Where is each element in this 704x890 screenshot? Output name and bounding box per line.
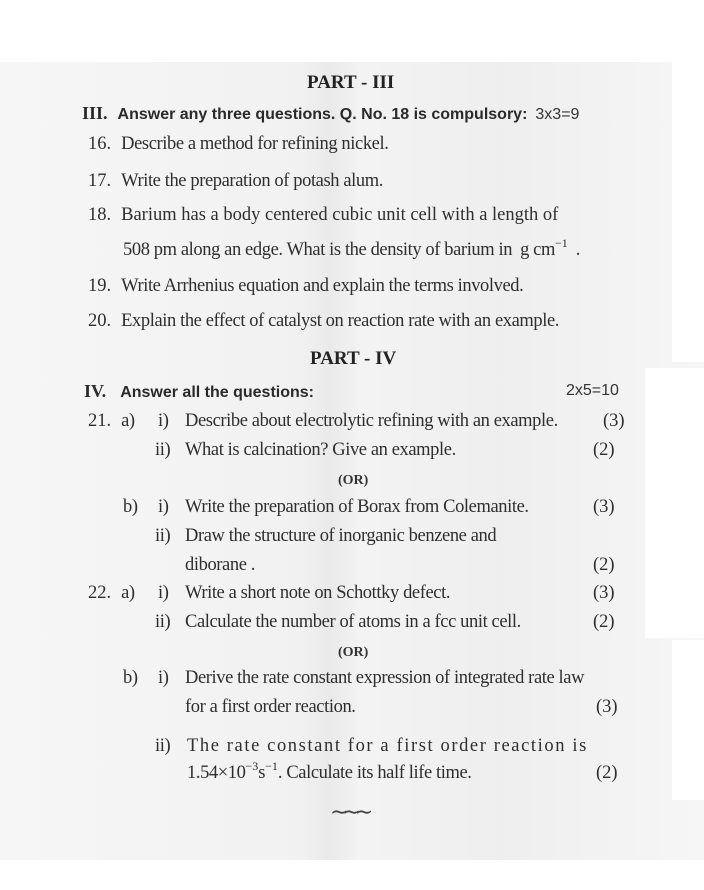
part-4-title: PART - IV <box>310 348 397 369</box>
question-number: 19. <box>88 276 112 296</box>
question-marks: (2) <box>596 763 618 783</box>
or-separator: (OR) <box>338 473 369 488</box>
sub-question-label: i) <box>158 668 169 688</box>
question-20 <box>88 311 559 332</box>
question-text: Write Arrhenius equation and explain the terms involved. <box>121 276 524 296</box>
question-text: Derive the rate constant expression of integrated rate law <box>185 668 585 688</box>
question-marks: (3) <box>603 411 625 431</box>
question-text: . Calculate its half life time. <box>277 763 472 783</box>
question-number: 20. <box>88 311 112 331</box>
section-roman-numeral: IV. <box>84 381 107 401</box>
question-text: diborane . <box>185 555 255 575</box>
question-marks: (3) <box>593 497 615 517</box>
question-number: 16. <box>88 134 112 154</box>
sub-question-label: ii) <box>155 526 171 546</box>
page-margin-right <box>672 62 704 362</box>
rate-constant-value: 1.54×10 <box>187 763 246 783</box>
question-number: 22. <box>88 583 112 603</box>
or-separator: (OR) <box>338 645 369 660</box>
part-3-instruction-row <box>82 103 579 124</box>
question-text: Describe about electrolytic refining with an example. <box>185 411 558 431</box>
question-text: for a first order reaction. <box>185 697 356 717</box>
question-marks: (3) <box>593 583 615 603</box>
question-text: Explain the effect of catalyst on reaction rate with an example. <box>121 311 560 331</box>
question-marks: (2) <box>593 440 615 460</box>
page-margin-top <box>0 0 704 62</box>
question-text: Write the preparation of potash alum. <box>121 171 383 191</box>
question-text: Calculate the number of atoms in a fcc unit cell. <box>185 612 521 632</box>
section-marks: 2x5=10 <box>566 382 619 399</box>
question-text: 508 pm along an edge. What is the density of barium in <box>123 240 513 260</box>
question-22-a-i <box>88 583 135 604</box>
section-marks: 3x3=9 <box>535 106 580 123</box>
question-text: The rate constant for a first order reaction is <box>187 736 588 756</box>
question-19 <box>88 276 523 297</box>
unit-exponent: −1 <box>265 759 278 773</box>
page-margin-bottom <box>0 860 704 890</box>
end-of-paper-mark: ∼∼∼ <box>330 799 368 824</box>
question-number: 17. <box>88 171 112 191</box>
option-label: b) <box>123 668 138 688</box>
part-4-instruction-row <box>84 381 314 402</box>
question-marks: (2) <box>593 555 615 575</box>
section-instruction: Answer any three questions. Q. No. 18 is compulsory: <box>117 106 528 123</box>
sub-question-label: ii) <box>155 736 171 756</box>
section-instruction: Answer all the questions: <box>120 384 314 401</box>
option-label: a) <box>121 411 135 431</box>
question-text: Draw the structure of inorganic benzene and <box>185 526 497 546</box>
question-marks: (3) <box>596 697 618 717</box>
unit-exponent: −1 <box>554 236 568 250</box>
question-17 <box>88 171 383 192</box>
sub-question-label: i) <box>158 497 169 517</box>
question-marks: (2) <box>593 612 615 632</box>
section-roman-numeral: III. <box>82 103 108 123</box>
exponent: −3 <box>245 759 259 773</box>
sub-question-label: i) <box>158 583 169 603</box>
sub-question-label: ii) <box>155 440 171 460</box>
question-18-line2 <box>123 236 580 261</box>
option-label: a) <box>121 583 135 603</box>
question-text: Barium has a body centered cubic unit cell with a length of <box>121 205 559 225</box>
page-margin-right <box>672 640 704 800</box>
sub-question-label: ii) <box>155 612 171 632</box>
question-18 <box>88 205 558 226</box>
period: . <box>575 240 580 260</box>
unit-text: g cm <box>520 240 555 260</box>
option-label: b) <box>123 497 138 517</box>
question-22-b-ii-line2 <box>187 759 472 784</box>
question-16 <box>88 134 388 155</box>
question-text: Describe a method for refining nickel. <box>121 134 389 154</box>
question-text: What is calcination? Give an example. <box>185 440 456 460</box>
page-margin-right <box>645 368 704 638</box>
part-3-title: PART - III <box>307 72 395 93</box>
question-number: 18. <box>88 205 112 225</box>
sub-question-label: i) <box>158 411 169 431</box>
question-text: Write a short note on Schottky defect. <box>185 583 451 603</box>
question-number: 21. <box>88 411 112 431</box>
question-text: Write the preparation of Borax from Colemanite. <box>185 497 529 517</box>
question-21-a-i <box>88 411 135 432</box>
unit-text: s <box>258 763 266 783</box>
